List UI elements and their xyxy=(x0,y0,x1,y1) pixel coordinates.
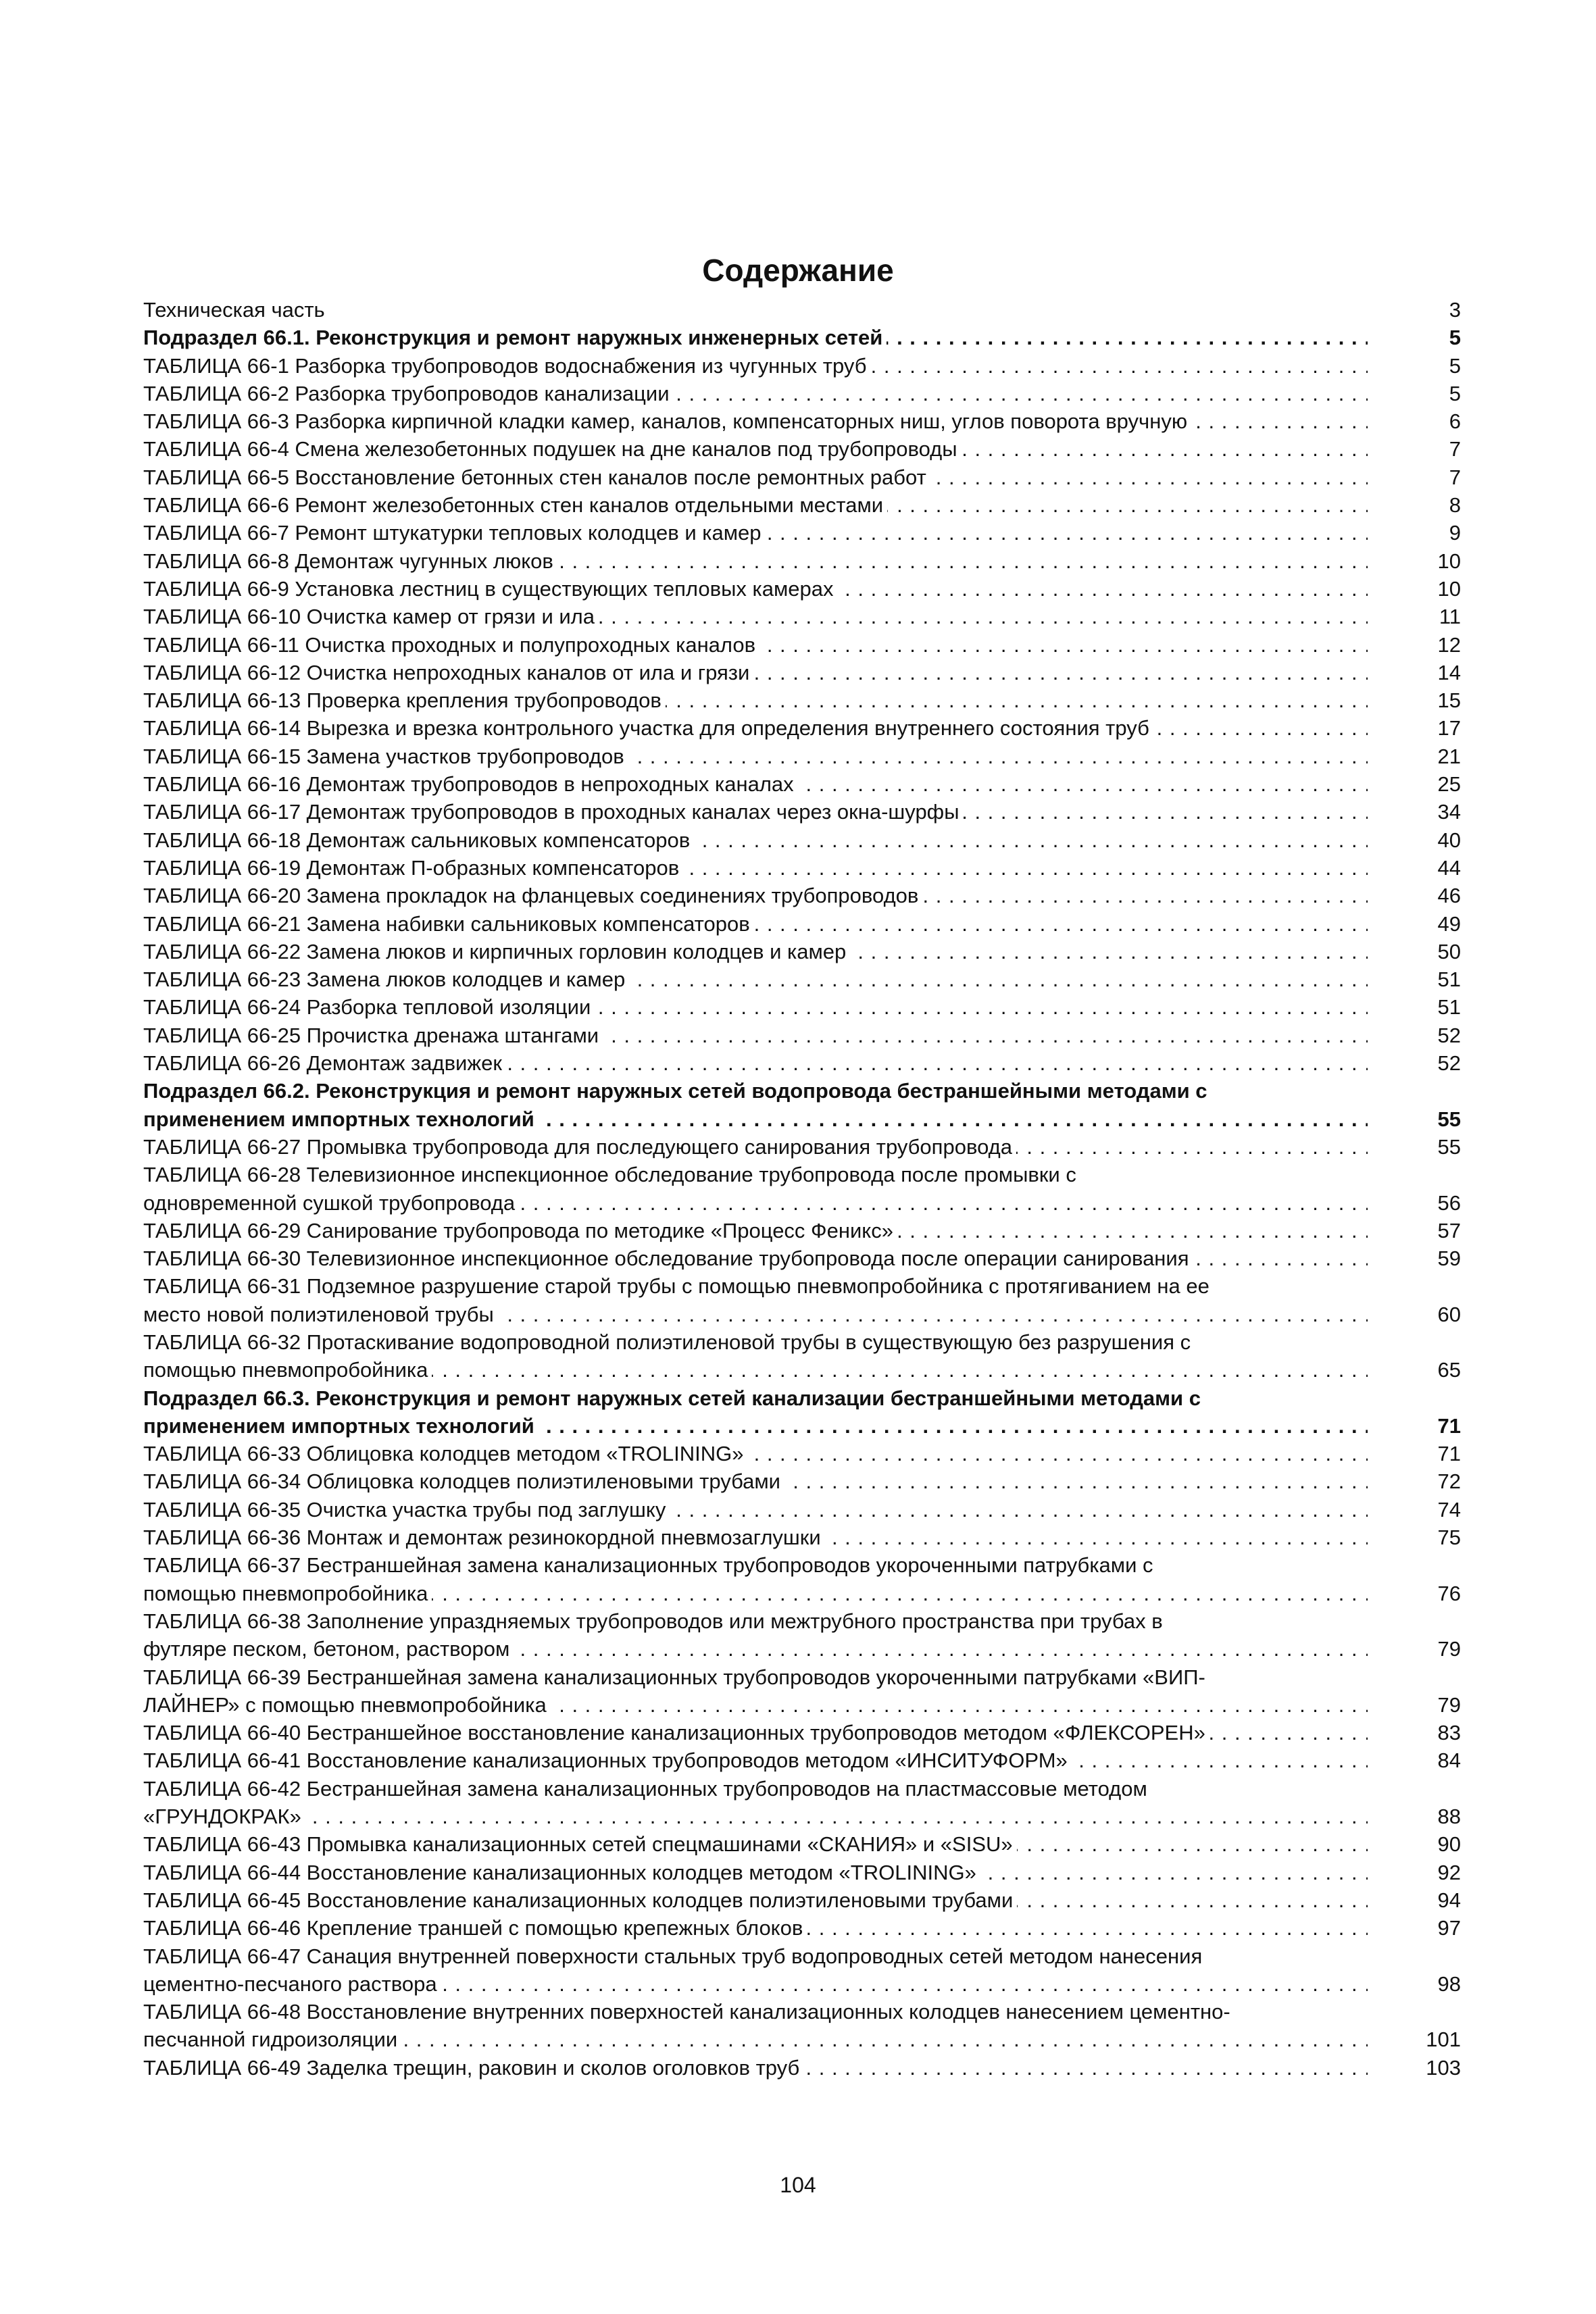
toc-entry xyxy=(143,1551,1461,1579)
toc-entry xyxy=(143,603,1461,630)
toc-entry-label: ТАБЛИЦА 66-40 Бестраншейное восстановление канализационных трубопроводов методом «ФЛЕКСОРЕН» xyxy=(143,1721,1210,1744)
toc-entry-label: помощью пневмопробойника xyxy=(143,1358,432,1382)
toc-entry xyxy=(143,1356,1461,1384)
toc-entry-label: ТАБЛИЦА 66-34 Облицовка колодцев полиэтиленовыми трубами xyxy=(143,1469,784,1493)
toc-entry-page: 10 xyxy=(1437,576,1461,601)
toc-entry-label: ТАБЛИЦА 66-42 Бестраншейная замена канализационных трубопроводов на пластмассовые методом xyxy=(143,1777,1151,1801)
toc-entry-label: ТАБЛИЦА 66-14 Вырезка и врезка контрольного участка для определения внутреннего состояния труб xyxy=(143,716,1153,740)
toc-entry-label: ТАБЛИЦА 66-29 Санирование трубопровода по методике «Процесс Феникс» xyxy=(143,1219,897,1242)
toc-entry xyxy=(143,1105,1461,1133)
toc-entry xyxy=(143,519,1461,547)
toc-entry xyxy=(143,1607,1461,1635)
toc-entry xyxy=(143,1412,1461,1440)
toc-entry-label: ТАБЛИЦА 66-31 Подземное разрушение старой трубы с помощью пневмопробойника с протягиванием на ее xyxy=(143,1274,1214,1298)
toc-entry-label: ТАБЛИЦА 66-43 Промывка канализационных сетей спецмашинами «СКАНИЯ» и «SISU» xyxy=(143,1832,1017,1856)
toc-entry-page: 8 xyxy=(1449,493,1461,518)
toc-entry xyxy=(143,993,1461,1021)
toc-entry-page: 72 xyxy=(1437,1469,1461,1494)
toc-entry-label: ТАБЛИЦА 66-22 Замена люков и кирпичных горловин колодцев и камер xyxy=(143,940,850,963)
toc-entry xyxy=(143,714,1461,742)
toc-entry-text-container xyxy=(143,1914,1368,1942)
toc-entry-page: 14 xyxy=(1437,660,1461,684)
toc-entry-text-container xyxy=(143,1301,1368,1328)
toc-entry-text-container xyxy=(143,1580,1368,1607)
toc-entry-page: 98 xyxy=(1437,1971,1461,1996)
toc-entry xyxy=(143,743,1461,770)
toc-entry-label: Подраздел 66.2. Реконструкция и ремонт наружных сетей водопровода бестраншейными методами с xyxy=(143,1079,1212,1103)
toc-entry-text-container xyxy=(143,352,1368,380)
toc-entry-label: ТАБЛИЦА 66-33 Облицовка колодцев методом «TROLINING» xyxy=(143,1442,748,1465)
toc-entry-label: ТАБЛИЦА 66-9 Установка лестниц в существующих тепловых камерах xyxy=(143,577,838,601)
toc-entry-text-container xyxy=(143,1691,1368,1719)
toc-entry xyxy=(143,1049,1461,1077)
toc-entry-text-container xyxy=(143,1356,1368,1384)
toc-entry-page: 51 xyxy=(1437,995,1461,1020)
toc-entry-text-container xyxy=(143,1105,1368,1133)
toc-entry-page: 12 xyxy=(1437,632,1461,657)
toc-entry-label: песчанной гидроизоляции xyxy=(143,2028,401,2051)
toc-entry-page: 90 xyxy=(1437,1832,1461,1857)
toc-entry-text-container xyxy=(143,882,1368,909)
toc-entry-label: ТАБЛИЦА 66-8 Демонтаж чугунных люков xyxy=(143,549,557,573)
toc-entry-label: ТАБЛИЦА 66-28 Телевизионное инспекционное обследование трубопровода после промывки с xyxy=(143,1163,1080,1186)
toc-entry-text-container xyxy=(143,1328,1368,1356)
toc-entry-text-container xyxy=(143,1970,1368,1998)
toc-entry-page: 3 xyxy=(1449,298,1461,322)
toc-entry-label: ЛАЙНЕР» с помощью пневмопробойника xyxy=(143,1693,551,1717)
toc-entry xyxy=(143,1942,1461,1970)
toc-entry-page: 60 xyxy=(1437,1302,1461,1326)
toc-entry-page: 50 xyxy=(1437,939,1461,963)
toc-entry-text-container xyxy=(143,1384,1368,1412)
toc-entry-page: 49 xyxy=(1437,911,1461,936)
toc-entry-label: место новой полиэтиленовой трубы xyxy=(143,1303,498,1326)
toc-entry-label: ТАБЛИЦА 66-12 Очистка непроходных каналов от ила и грязи xyxy=(143,661,753,684)
toc-entry-label: ТАБЛИЦА 66-26 Демонтаж задвижек xyxy=(143,1051,506,1075)
toc-entry-page: 56 xyxy=(1437,1190,1461,1215)
toc-entry-text-container xyxy=(143,491,1368,519)
toc-entry-label: ТАБЛИЦА 66-36 Монтаж и демонтаж резинокордной пневмозаглушки xyxy=(143,1526,825,1549)
toc-entry xyxy=(143,1133,1461,1161)
toc-entry-label: ТАБЛИЦА 66-19 Демонтаж П-образных компенсаторов xyxy=(143,856,683,880)
toc-entry xyxy=(143,1496,1461,1524)
toc-entry xyxy=(143,324,1461,351)
toc-entry-page: 76 xyxy=(1437,1581,1461,1605)
toc-entry-label: ТАБЛИЦА 66-5 Восстановление бетонных стен каналов после ремонтных работ xyxy=(143,466,930,489)
toc-entry-page: 40 xyxy=(1437,828,1461,852)
toc-entry-text-container xyxy=(143,2054,1368,2082)
toc-entry-text-container xyxy=(143,993,1368,1021)
toc-entry-label: ТАБЛИЦА 66-7 Ремонт штукатурки тепловых колодцев и камер xyxy=(143,521,766,545)
toc-entry xyxy=(143,1691,1461,1719)
toc-entry-label: «ГРУНДОКРАК» xyxy=(143,1805,305,1828)
toc-entry-text-container xyxy=(143,910,1368,938)
toc-entry-label: ТАБЛИЦА 66-37 Бестраншейная замена канализационных трубопроводов укороченными патрубками с xyxy=(143,1553,1157,1577)
toc-entry xyxy=(143,1830,1461,1858)
toc-entry xyxy=(143,1746,1461,1774)
toc-entry xyxy=(143,1272,1461,1300)
toc-entry xyxy=(143,854,1461,882)
toc-entry-label: ТАБЛИЦА 66-21 Замена набивки сальниковых компенсаторов xyxy=(143,912,754,936)
toc-entry-page: 44 xyxy=(1437,855,1461,880)
toc-entry-page: 74 xyxy=(1437,1497,1461,1521)
toc-entry-page: 21 xyxy=(1437,744,1461,768)
toc-entry xyxy=(143,1384,1461,1412)
toc-entry xyxy=(143,1217,1461,1244)
toc-entry-page: 79 xyxy=(1437,1692,1461,1717)
toc-entry xyxy=(143,407,1461,435)
toc-entry-page: 9 xyxy=(1449,521,1461,545)
toc-entry-text-container xyxy=(143,1607,1368,1635)
toc-entry-text-container xyxy=(143,603,1368,630)
toc-entry-text-container xyxy=(143,1496,1368,1524)
toc-entry xyxy=(143,547,1461,575)
toc-entry-label: ТАБЛИЦА 66-25 Прочистка дренажа штангами xyxy=(143,1024,603,1047)
toc-entry xyxy=(143,1970,1461,1998)
toc-entry-page: 25 xyxy=(1437,772,1461,797)
toc-entry-page: 59 xyxy=(1437,1247,1461,1271)
toc-entry-label: ТАБЛИЦА 66-32 Протаскивание водопроводной полиэтиленовой трубы в существующую без разрушения с xyxy=(143,1330,1195,1354)
toc-entry-text-container xyxy=(143,1830,1368,1858)
toc-entry-page: 6 xyxy=(1449,409,1461,434)
toc-entry-label: ТАБЛИЦА 66-41 Восстановление канализационных трубопроводов методом «ИНСИТУФОРМ» xyxy=(143,1749,1072,1772)
toc-entry-page: 75 xyxy=(1437,1526,1461,1550)
toc-entry-label: ТАБЛИЦА 66-39 Бестраншейная замена канализационных трубопроводов укороченными патрубками «ВИП- xyxy=(143,1665,1210,1689)
toc-entry xyxy=(143,1189,1461,1217)
toc-entry xyxy=(143,435,1461,463)
toc-entry xyxy=(143,352,1461,380)
toc-entry xyxy=(143,1886,1461,1914)
toc-entry-page: 46 xyxy=(1437,884,1461,908)
toc-entry xyxy=(143,380,1461,407)
toc-entry-text-container xyxy=(143,547,1368,575)
toc-entry-label: ТАБЛИЦА 66-13 Проверка крепления трубопроводов xyxy=(143,688,666,712)
toc-entry-page: 7 xyxy=(1449,437,1461,461)
toc-entry-text-container xyxy=(143,463,1368,491)
toc-entry xyxy=(143,463,1461,491)
toc-entry xyxy=(143,1161,1461,1188)
toc-entry-text-container xyxy=(143,1998,1368,2026)
toc-entry-label: ТАБЛИЦА 66-45 Восстановление канализационных колодцев полиэтиленовыми трубами xyxy=(143,1888,1017,1912)
toc-entry-page: 88 xyxy=(1437,1805,1461,1829)
toc-entry-text-container xyxy=(143,519,1368,547)
toc-entry-label: ТАБЛИЦА 66-15 Замена участков трубопроводов xyxy=(143,745,628,768)
toc-entry-text-container xyxy=(143,1886,1368,1914)
toc-entry-page: 52 xyxy=(1437,1023,1461,1047)
toc-entry-text-container xyxy=(143,1524,1368,1551)
toc-entry xyxy=(143,1467,1461,1495)
toc-entry-text-container xyxy=(143,380,1368,407)
toc-entry xyxy=(143,659,1461,686)
toc-entry xyxy=(143,1998,1461,2026)
toc-entry-page: 5 xyxy=(1449,326,1461,350)
toc-entry-label: Техническая часть xyxy=(143,298,329,322)
toc-entry-page: 55 xyxy=(1437,1134,1461,1159)
toc-entry-text-container xyxy=(143,1635,1368,1663)
toc-entry-label: футляре песком, бетоном, раствором xyxy=(143,1637,514,1661)
toc-entry xyxy=(143,575,1461,603)
toc-entry xyxy=(143,1524,1461,1551)
toc-entry-page: 10 xyxy=(1437,549,1461,573)
toc-entry-text-container xyxy=(143,435,1368,463)
toc-entry-text-container xyxy=(143,1133,1368,1161)
toc-entry-label: ТАБЛИЦА 66-4 Смена железобетонных подушек на дне каналов под трубопроводы xyxy=(143,437,962,461)
toc-entry-label: Подраздел 66.3. Реконструкция и ремонт наружных сетей канализации бестраншейными методами с xyxy=(143,1386,1205,1410)
toc-entry-text-container xyxy=(143,965,1368,993)
toc-entry-label: одновременной сушкой трубопровода xyxy=(143,1191,519,1215)
toc-entry-text-container xyxy=(143,1942,1368,1970)
toc-entry-text-container xyxy=(143,1775,1368,1803)
toc-entry-text-container xyxy=(143,798,1368,826)
toc-entry xyxy=(143,965,1461,993)
toc-entry xyxy=(143,1301,1461,1328)
toc-entry-text-container xyxy=(143,1244,1368,1272)
toc-entry-label: ТАБЛИЦА 66-18 Демонтаж сальниковых компенсаторов xyxy=(143,828,694,852)
toc-entry-text-container xyxy=(143,1746,1368,1774)
toc-entry-label: ТАБЛИЦА 66-35 Очистка участка трубы под заглушку xyxy=(143,1498,670,1521)
toc-entry-label: ТАБЛИЦА 66-11 Очистка проходных и полупроходных каналов xyxy=(143,633,759,657)
toc-entry-label: ТАБЛИЦА 66-38 Заполнение упраздняемых трубопроводов или межтрубного пространства при трубах в xyxy=(143,1609,1167,1633)
toc-entry-label: ТАБЛИЦА 66-24 Разборка тепловой изоляции xyxy=(143,995,595,1019)
toc-entry-text-container xyxy=(143,659,1368,686)
toc-entry-text-container xyxy=(143,1161,1368,1188)
toc-entry xyxy=(143,296,1461,324)
toc-entry-text-container xyxy=(143,826,1368,854)
toc-entry xyxy=(143,826,1461,854)
toc-entry-text-container xyxy=(143,1022,1368,1049)
toc-entry-label: ТАБЛИЦА 66-10 Очистка камер от грязи и ила xyxy=(143,605,599,628)
toc-entry-label: ТАБЛИЦА 66-27 Промывка трубопровода для последующего санирования трубопровода xyxy=(143,1135,1016,1159)
toc-entry-page: 15 xyxy=(1437,688,1461,713)
toc-entry xyxy=(143,1328,1461,1356)
toc-entry-page: 34 xyxy=(1437,800,1461,824)
toc-entry xyxy=(143,2026,1461,2053)
toc-entry-text-container xyxy=(143,770,1368,798)
toc-entry-text-container xyxy=(143,407,1368,435)
toc-entry xyxy=(143,798,1461,826)
toc-entry-text-container xyxy=(143,714,1368,742)
toc-entry-page: 79 xyxy=(1437,1637,1461,1661)
toc-entry xyxy=(143,1859,1461,1886)
toc-entry-label: ТАБЛИЦА 66-3 Разборка кирпичной кладки камер, каналов, компенсаторных ниш, углов поворота вручную xyxy=(143,409,1191,433)
table-of-contents xyxy=(143,296,1461,2082)
toc-entry-text-container xyxy=(143,1217,1368,1244)
toc-entry-page: 71 xyxy=(1437,1442,1461,1466)
toc-entry-text-container xyxy=(143,938,1368,965)
toc-entry xyxy=(143,938,1461,965)
toc-entry-text-container xyxy=(143,1551,1368,1579)
toc-entry-page: 51 xyxy=(1437,967,1461,992)
toc-entry xyxy=(143,1719,1461,1746)
page-title: Содержание xyxy=(702,253,894,288)
toc-entry xyxy=(143,1580,1461,1607)
toc-entry xyxy=(143,686,1461,714)
toc-entry xyxy=(143,491,1461,519)
toc-entry-page: 57 xyxy=(1437,1218,1461,1242)
toc-entry-page: 71 xyxy=(1437,1413,1461,1438)
toc-entry xyxy=(143,1803,1461,1830)
toc-entry xyxy=(143,1663,1461,1691)
toc-entry-label: ТАБЛИЦА 66-44 Восстановление канализационных колодцев методом «TROLINING» xyxy=(143,1861,980,1884)
toc-entry xyxy=(143,631,1461,659)
toc-entry-label: цементно-песчаного раствора xyxy=(143,1972,441,1996)
toc-entry-text-container xyxy=(143,324,1368,351)
toc-entry xyxy=(143,1077,1461,1105)
toc-entry-label: ТАБЛИЦА 66-2 Разборка трубопроводов канализации xyxy=(143,382,674,405)
toc-entry-page: 55 xyxy=(1437,1107,1461,1131)
toc-entry-page: 5 xyxy=(1449,381,1461,405)
toc-entry xyxy=(143,1244,1461,1272)
toc-entry-page: 7 xyxy=(1449,465,1461,489)
toc-entry xyxy=(143,1775,1461,1803)
toc-entry-text-container xyxy=(143,2026,1368,2053)
toc-entry-text-container xyxy=(143,1272,1368,1300)
toc-entry-label: ТАБЛИЦА 66-6 Ремонт железобетонных стен каналов отдельными местами xyxy=(143,493,887,517)
toc-entry xyxy=(143,882,1461,909)
toc-entry-page: 11 xyxy=(1439,605,1461,629)
toc-entry xyxy=(143,770,1461,798)
toc-entry-page: 94 xyxy=(1437,1888,1461,1912)
toc-entry-label: ТАБЛИЦА 66-47 Санация внутренней поверхности стальных труб водопроводных сетей методом нанесения xyxy=(143,1944,1206,1968)
toc-entry-label: Подраздел 66.1. Реконструкция и ремонт наружных инженерных сетей xyxy=(143,326,887,349)
toc-entry xyxy=(143,1914,1461,1942)
toc-entry-label: ТАБЛИЦА 66-23 Замена люков колодцев и камер xyxy=(143,967,629,991)
toc-entry-page: 52 xyxy=(1437,1051,1461,1076)
toc-entry xyxy=(143,1635,1461,1663)
toc-entry-label: применением импортных технологий xyxy=(143,1107,539,1131)
toc-entry-page: 5 xyxy=(1449,353,1461,378)
toc-entry-text-container xyxy=(143,631,1368,659)
toc-entry-page: 17 xyxy=(1437,716,1461,740)
toc-entry-label: ТАБЛИЦА 66-16 Демонтаж трубопроводов в непроходных каналах xyxy=(143,772,798,796)
toc-entry-text-container xyxy=(143,1467,1368,1495)
toc-entry xyxy=(143,1022,1461,1049)
toc-entry-label: ТАБЛИЦА 66-46 Крепление траншей с помощью крепежных блоков xyxy=(143,1916,807,1940)
toc-entry-label: помощью пневмопробойника xyxy=(143,1582,432,1605)
toc-entry-text-container xyxy=(143,1049,1368,1077)
toc-entry-page: 92 xyxy=(1437,1860,1461,1884)
toc-entry xyxy=(143,910,1461,938)
toc-entry-text-container xyxy=(143,1189,1368,1217)
toc-entry-text-container xyxy=(143,1077,1368,1105)
toc-entry-text-container xyxy=(143,575,1368,603)
toc-entry-text-container xyxy=(143,854,1368,882)
toc-entry-page: 65 xyxy=(1437,1358,1461,1382)
toc-entry-label: ТАБЛИЦА 66-48 Восстановление внутренних поверхностей канализационных колодцев нанесением цементно- xyxy=(143,2000,1235,2023)
toc-entry xyxy=(143,2054,1461,2082)
toc-entry-text-container xyxy=(143,743,1368,770)
toc-entry-text-container xyxy=(143,686,1368,714)
toc-entry-label: ТАБЛИЦА 66-49 Заделка трещин, раковин и сколов оголовков труб xyxy=(143,2056,803,2080)
toc-entry-text-container xyxy=(143,1719,1368,1746)
toc-entry-page: 97 xyxy=(1437,1916,1461,1940)
toc-entry-page: 101 xyxy=(1426,2028,1461,2052)
toc-entry-page: 84 xyxy=(1437,1749,1461,1773)
toc-entry-label: ТАБЛИЦА 66-1 Разборка трубопроводов водоснабжения из чугунных труб xyxy=(143,354,870,378)
toc-entry-text-container xyxy=(143,1859,1368,1886)
toc-entry-page: 83 xyxy=(1437,1721,1461,1745)
toc-entry-text-container xyxy=(143,1803,1368,1830)
toc-entry-text-container xyxy=(143,1663,1368,1691)
toc-entry-page: 103 xyxy=(1426,2055,1461,2080)
toc-entry-text-container xyxy=(143,1412,1368,1440)
toc-entry-text-container xyxy=(143,1440,1368,1467)
toc-entry-label: ТАБЛИЦА 66-30 Телевизионное инспекционное обследование трубопровода после операции санирования xyxy=(143,1247,1193,1270)
toc-entry-label: ТАБЛИЦА 66-20 Замена прокладок на фланцевых соединениях трубопроводов xyxy=(143,884,922,907)
toc-entry-label: ТАБЛИЦА 66-17 Демонтаж трубопроводов в проходных каналах через окна-шурфы xyxy=(143,800,963,824)
page-number: 104 xyxy=(780,2173,816,2197)
toc-entry xyxy=(143,1440,1461,1467)
toc-entry-text-container xyxy=(143,296,1368,324)
toc-entry-label: применением импортных технологий xyxy=(143,1414,539,1438)
